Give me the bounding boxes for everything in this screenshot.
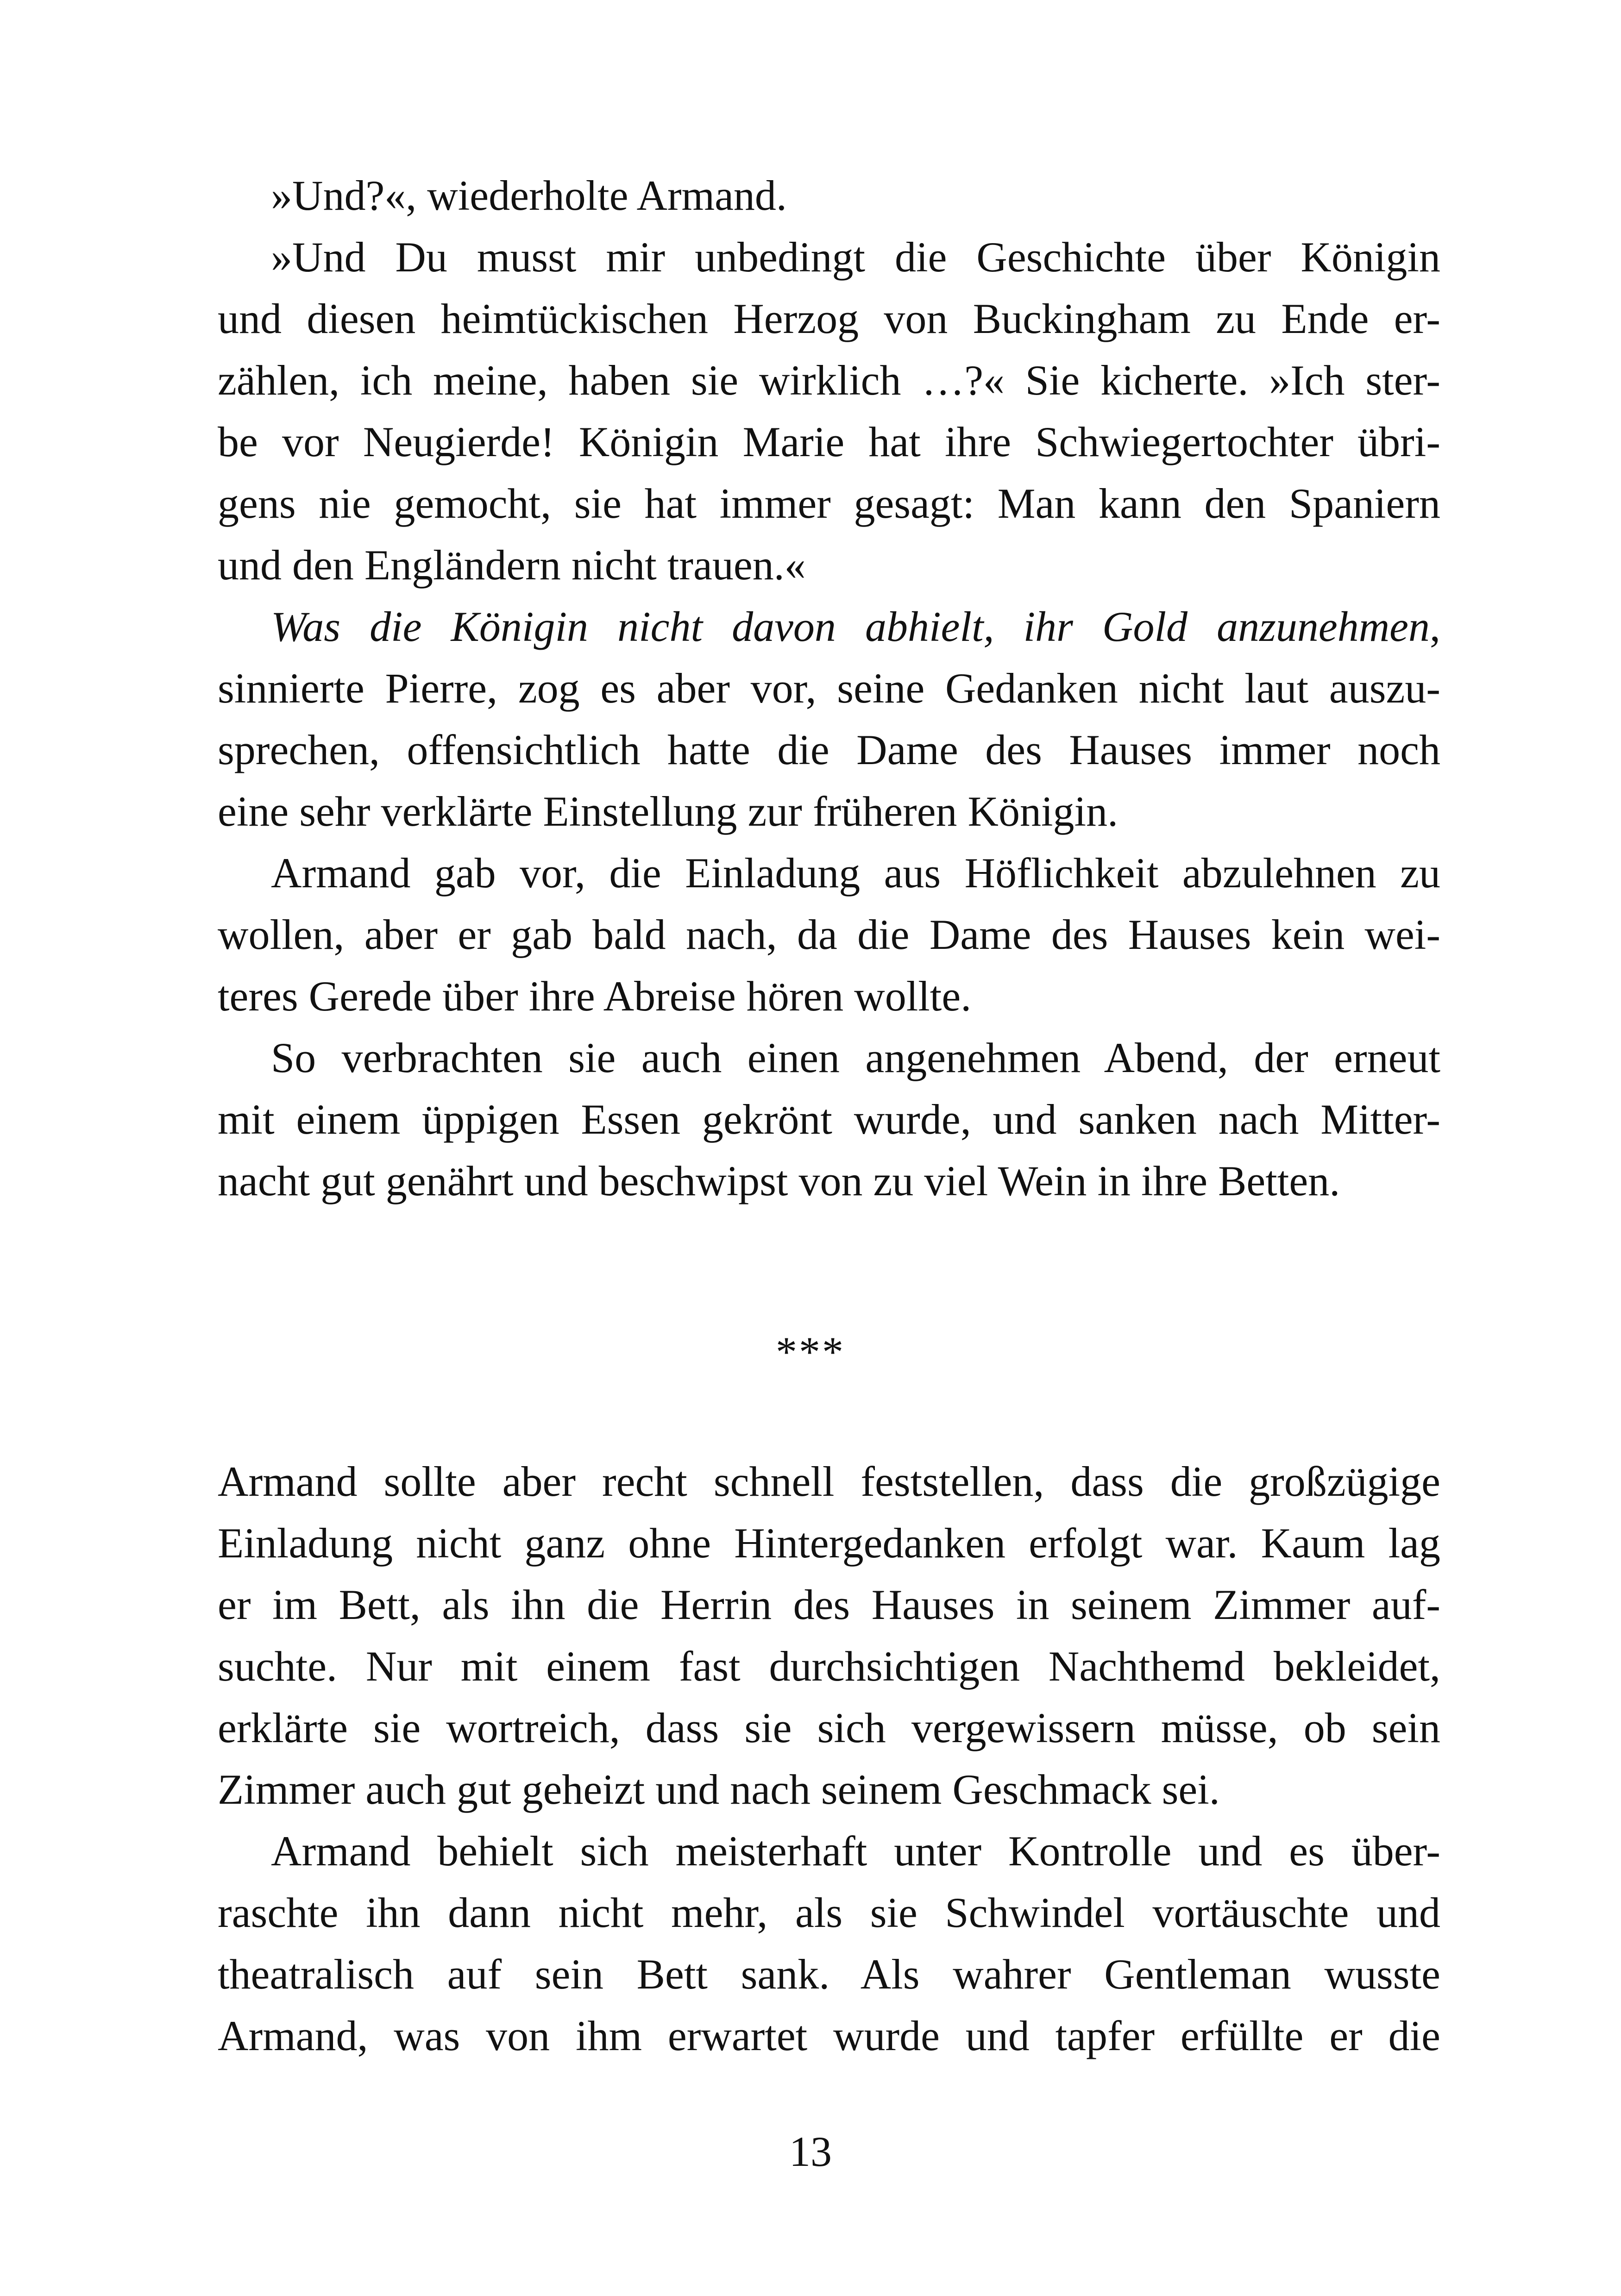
text-line: sprechen, offensichtlich hatte die Dame des Hauses immer noch bbox=[218, 726, 1440, 773]
text-block-upper bbox=[218, 165, 1440, 1212]
text-line: So verbrachten sie auch einen angenehmen Abend, der erneut bbox=[271, 1034, 1440, 1081]
text-line: Armand behielt sich meisterhaft unter Kontrolle und es über- bbox=[271, 1827, 1440, 1875]
italic-thought: Was die Königin nicht davon abhielt, ihr Gold anzunehmen bbox=[271, 603, 1430, 650]
text-line: zählen, ich meine, haben sie wirklich …?« Sie kicherte. »Ich ster- bbox=[218, 357, 1440, 404]
text-block-lower bbox=[218, 1451, 1440, 2067]
text-line: be vor Neugierde! Königin Marie hat ihre Schwiegertochter übri- bbox=[218, 418, 1440, 465]
text-line-italic bbox=[218, 596, 1440, 658]
page-number: 13 bbox=[789, 2128, 832, 2175]
text-line: er im Bett, als ihn die Herrin des Hauses in seinem Zimmer auf- bbox=[218, 1581, 1440, 1628]
text-line: Einladung nicht ganz ohne Hintergedanken erfolgt war. Kaum lag bbox=[218, 1519, 1440, 1567]
text-line: gens nie gemocht, sie hat immer gesagt: Man kann den Spaniern bbox=[218, 480, 1440, 527]
text-line: Armand sollte aber recht schnell feststellen, dass die großzügige bbox=[218, 1458, 1440, 1505]
text-line: und den Engländern nicht trauen.« bbox=[218, 541, 806, 589]
text-line: erklärte sie wortreich, dass sie sich vergewissern müsse, ob sein bbox=[218, 1704, 1440, 1751]
text-line: und diesen heimtückischen Herzog von Buckingham zu Ende er- bbox=[218, 295, 1440, 342]
text-line: mit einem üppigen Essen gekrönt wurde, und sanken nach Mitter- bbox=[218, 1096, 1440, 1143]
text-line: Zimmer auch gut geheizt und nach seinem Geschmack sei. bbox=[218, 1766, 1220, 1813]
scene-break-separator: *** bbox=[776, 1328, 845, 1375]
text-line: »Und?«, wiederholte Armand. bbox=[271, 172, 787, 219]
text-line: Armand, was von ihm erwartet wurde und tapfer erfüllte er die bbox=[218, 2012, 1440, 2059]
text-line: theatralisch auf sein Bett sank. Als wahrer Gentleman wusste bbox=[218, 1951, 1440, 1998]
text-line: suchte. Nur mit einem fast durchsichtigen Nachthemd bekleidet, bbox=[218, 1643, 1440, 1690]
text-line: nacht gut genährt und beschwipst von zu viel Wein in ihre Betten. bbox=[218, 1157, 1340, 1204]
text-line: raschte ihn dann nicht mehr, als sie Schwindel vortäuschte und bbox=[218, 1889, 1440, 1936]
text-line: teres Gerede über ihre Abreise hören wollte. bbox=[218, 972, 972, 1020]
text-line: »Und Du musst mir unbedingt die Geschichte über Königin bbox=[271, 233, 1440, 281]
text-line: eine sehr verklärte Einstellung zur früheren Königin. bbox=[218, 788, 1118, 835]
comma: , bbox=[1430, 603, 1440, 650]
text-line: wollen, aber er gab bald nach, da die Dame des Hauses kein wei- bbox=[218, 911, 1440, 958]
text-line: Armand gab vor, die Einladung aus Höflichkeit abzulehnen zu bbox=[271, 849, 1440, 897]
text-line: sinnierte Pierre, zog es aber vor, seine Gedanken nicht laut auszu- bbox=[218, 665, 1440, 712]
